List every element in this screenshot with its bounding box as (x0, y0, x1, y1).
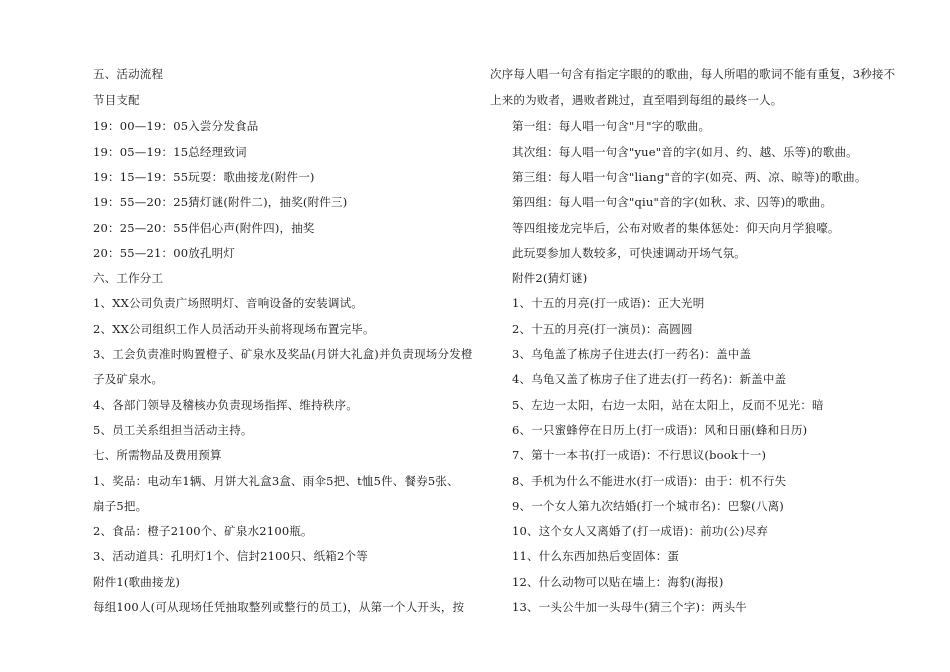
subheading: 节目支配 (93, 93, 140, 107)
paragraph-line: 第四组：每人唱一句含"qiu"音的字(如秋、求、囚等)的歌曲。 (512, 195, 833, 209)
paragraph-line: 3、工会负责准时购置橙子、矿泉水及奖品(月饼大礼盒)并负责现场分发橙 (93, 347, 473, 361)
riddle-item: 12、什么动物可以贴在墙上：海豹(海报) (512, 575, 724, 589)
riddle-item: 13、一头公牛加一头母牛(猜三个字)：两头牛 (512, 600, 748, 614)
section-heading: 七、所需物品及费用预算 (93, 448, 222, 462)
riddle-item: 5、左边一太阳，右边一太阳，站在太阳上，反而不见光：暗 (512, 398, 824, 412)
riddle-item: 6、一只蜜蜂停在日历上(打一成语)：风和日丽(蜂和日历) (512, 423, 808, 437)
paragraph-line: 每组100人(可从现场任凭抽取整列或整行的员工)，从第一个人开头，按 (93, 600, 465, 614)
riddle-item: 1、十五的月亮(打一成语)：正大光明 (512, 296, 705, 310)
paragraph-line: 上来的为败者，遇败者跳过，直至唱到每组的最终一人。 (490, 93, 783, 107)
paragraph-line: 等四组接龙完毕后，公布对败者的集体惩处：仰天向月学狼嚎。 (512, 221, 840, 235)
riddle-item: 8、手机为什么不能进水(打一成语)：由于：机不行失 (512, 474, 787, 488)
paragraph-line: 4、各部门领导及稽核办负责现场指挥、维持秩序。 (93, 398, 358, 412)
riddle-item: 9、一个女人第九次结婚(打一个城市名)：巴黎(八离) (512, 499, 784, 513)
subheading: 附件1(歌曲接龙) (93, 575, 181, 589)
schedule-item: 19：05—19：15总经理致词 (93, 145, 247, 159)
paragraph-line: 3、活动道具：孔明灯1个、信封2100只、纸箱2个等 (93, 549, 368, 563)
paragraph-line: 其次组：每人唱一句含"yue"音的字(如月、约、越、乐等)的歌曲。 (512, 145, 858, 159)
section-heading: 五、活动流程 (93, 67, 164, 81)
section-heading: 六、工作分工 (93, 271, 164, 285)
riddle-item: 7、第十一本书(打一成语)：不行思议(book十一) (512, 448, 767, 462)
riddle-item: 10、这个女人又离婚了(打一成语)：前功(公)尽弃 (512, 524, 769, 538)
riddle-item: 4、乌龟又盖了栋房子住了进去(打一药名)：新盖中盖 (512, 372, 787, 386)
paragraph-line: 次序每人唱一句含有指定字眼的的歌曲，每人所唱的歌词不能有重复，3秒接不 (490, 67, 896, 81)
paragraph-line: 2、XX公司组织工作人员活动开头前将现场布置完毕。 (93, 322, 375, 336)
riddle-item: 11、什么东西加热后变固体：蛋 (512, 549, 680, 563)
paragraph-line: 子及矿泉水。 (93, 372, 164, 386)
paragraph-line: 此玩耍参加人数较多，可快速调动开场气氛。 (512, 246, 746, 260)
schedule-item: 20：55—21：00放孔明灯 (93, 246, 236, 260)
paragraph-line: 扇子5把。 (93, 499, 148, 513)
paragraph-line: 1、奖品：电动车1辆、月饼大礼盒3盒、雨伞5把、t恤5件、餐券5张、 (93, 474, 459, 488)
paragraph-line: 5、员工关系组担当活动主持。 (93, 423, 253, 437)
schedule-item: 19：00—19：05入尝分发食品 (93, 119, 259, 133)
paragraph-line: 第一组：每人唱一句含"月"字的歌曲。 (512, 119, 711, 133)
schedule-item: 20：25—20：55伴侣心声(附件四)，抽奖 (93, 221, 315, 235)
subheading: 附件2(猜灯谜) (512, 271, 588, 285)
paragraph-line: 2、食品：橙子2100个、矿泉水2100瓶。 (93, 524, 313, 538)
riddle-item: 3、乌龟盖了栋房子住进去(打一药名)：盖中盖 (512, 347, 752, 361)
paragraph-line: 第三组：每人唱一句含"liang"音的字(如亮、两、凉、晾等)的歌曲。 (512, 170, 867, 184)
paragraph-line: 1、XX公司负责广场照明灯、音响设备的安装调试。 (93, 296, 363, 310)
schedule-item: 19：15—19：55玩耍：歌曲接龙(附件一) (93, 170, 315, 184)
riddle-item: 2、十五的月亮(打一演员)：高圆圆 (512, 322, 693, 336)
schedule-item: 19：55—20：25猜灯谜(附件二)，抽奖(附件三) (93, 195, 348, 209)
